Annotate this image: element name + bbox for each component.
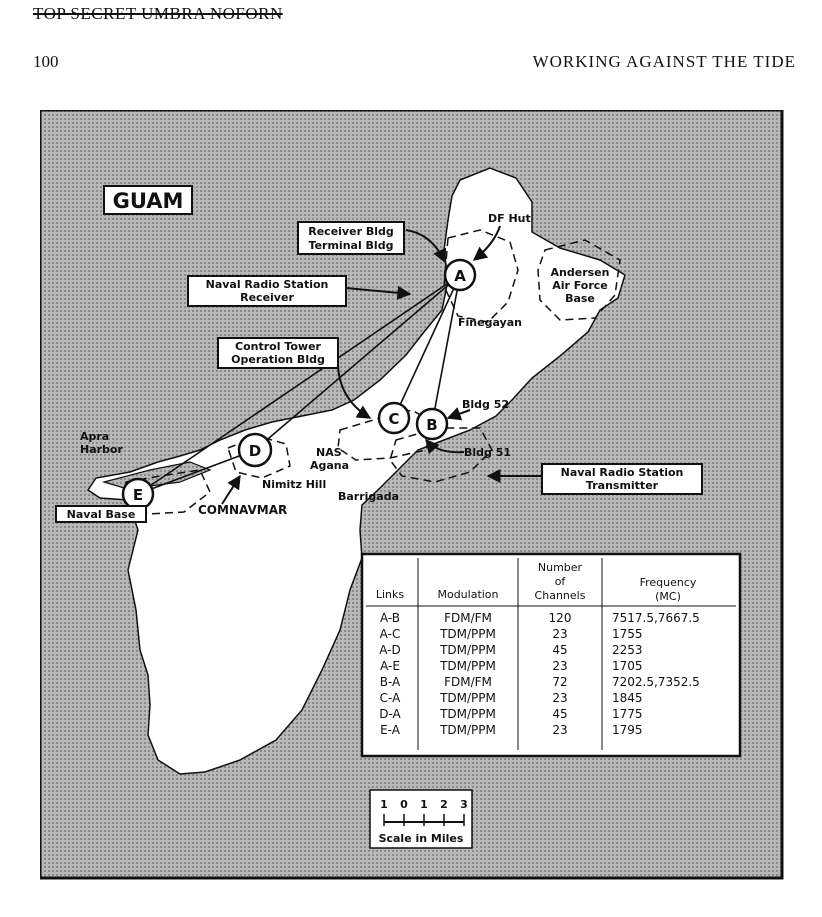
naval-radio-receiver-label [188,276,346,306]
cell-frequency: 1705 [612,659,643,673]
svg-text:B: B [426,416,438,434]
header-links: Links [375,588,405,601]
header-modulation: Modulation [437,588,499,601]
cell-frequency: 2253 [612,643,643,657]
cell-link: A-D [379,643,401,657]
cell-modulation: FDM/FM [444,611,492,625]
svg-text:A: A [454,267,466,285]
cell-frequency: 1755 [612,627,643,641]
cell-link: E-A [380,723,400,737]
cell-channels: 120 [548,611,572,625]
site-c [379,403,409,433]
cell-frequency: 1845 [612,691,643,705]
svg-text:Operation Bldg: Operation Bldg [231,353,325,366]
header-frequency-1: Frequency [639,576,697,589]
svg-text:Receiver Bldg: Receiver Bldg [308,225,394,238]
cell-frequency: 7202.5,7352.5 [612,675,700,689]
cell-channels: 72 [552,675,568,689]
svg-text:Scale in Miles: Scale in Miles [378,832,464,845]
svg-text:Naval Radio Station: Naval Radio Station [560,466,684,479]
svg-text:1: 1 [380,798,388,811]
cell-frequency: 1795 [612,723,643,737]
control-tower-label [218,338,338,368]
df-hut-label: DF Hut [488,212,531,225]
svg-text:Terminal Bldg: Terminal Bldg [308,239,394,252]
cell-modulation: TDM/PPM [440,691,496,705]
site-e [123,479,153,509]
andersen-label-3: Base [565,292,595,305]
svg-text:Receiver: Receiver [240,291,294,304]
cell-modulation: TDM/PPM [440,659,496,673]
svg-text:2: 2 [440,798,448,811]
svg-text:GUAM: GUAM [112,189,184,213]
cell-link: A-C [379,627,401,641]
svg-text:Control Tower: Control Tower [235,340,321,353]
finegayan-label: Finegayan [458,316,522,329]
links-table [362,554,740,756]
site-d [239,434,271,466]
apra-label-1: Apra [80,430,110,443]
nas-label: NAS [316,446,342,459]
cell-modulation: TDM/PPM [440,723,496,737]
cell-link: B-A [379,675,401,689]
svg-text:Naval Radio Station: Naval Radio Station [205,278,329,291]
svg-text:0: 0 [400,798,408,811]
header-frequency-2: (MC) [655,590,681,603]
svg-text:E: E [132,486,144,504]
nimitz-label: Nimitz Hill [262,478,327,491]
cell-modulation: TDM/PPM [440,627,496,641]
running-head: WORKING AGAINST THE TIDE [532,52,796,71]
agana-label: Agana [310,459,350,472]
page-number: 100 [33,52,59,71]
cell-channels: 23 [552,723,568,737]
cell-channels: 45 [552,643,568,657]
guam-map [40,110,790,890]
apra-label-2: Harbor [80,443,123,456]
scale-bar [370,790,472,848]
site-a [445,260,475,290]
svg-text:3: 3 [460,798,468,811]
cell-frequency: 1775 [612,707,643,721]
header-channels-1: Number [537,561,583,574]
cell-modulation: TDM/PPM [440,707,496,721]
barrigada-label: Barrigada [338,490,400,503]
cell-modulation: FDM/FM [444,675,492,689]
cell-link: A-B [379,611,401,625]
svg-text:1: 1 [420,798,428,811]
cell-link: D-A [379,707,401,721]
svg-text:Transmitter: Transmitter [585,479,659,492]
bldg51-label: Bldg 51 [464,446,512,459]
cell-channels: 23 [552,659,568,673]
cell-frequency: 7517.5,7667.5 [612,611,700,625]
cell-link: C-A [379,691,401,705]
cell-channels: 23 [552,691,568,705]
andersen-label-1: Andersen [550,266,610,279]
cell-channels: 23 [552,627,568,641]
naval-base-label [56,506,146,522]
svg-text:Naval Base: Naval Base [66,508,136,521]
naval-radio-transmitter-label [542,464,702,494]
cell-channels: 45 [552,707,568,721]
cell-modulation: TDM/PPM [440,643,496,657]
bldg52-label: Bldg 52 [462,398,510,411]
header-channels-3: Channels [534,589,586,602]
header-channels-2: of [554,575,566,588]
classification-marking: TOP SECRET UMBRA NOFORN [33,4,283,23]
andersen-label-2: Air Force [552,279,608,292]
cell-link: A-E [380,659,400,673]
svg-text:C: C [388,410,400,428]
map-title [104,186,192,214]
svg-text:D: D [248,442,262,460]
receiver-terminal-label [298,222,404,254]
site-b [417,409,447,439]
comnavmar-label: COMNAVMAR [198,503,288,517]
